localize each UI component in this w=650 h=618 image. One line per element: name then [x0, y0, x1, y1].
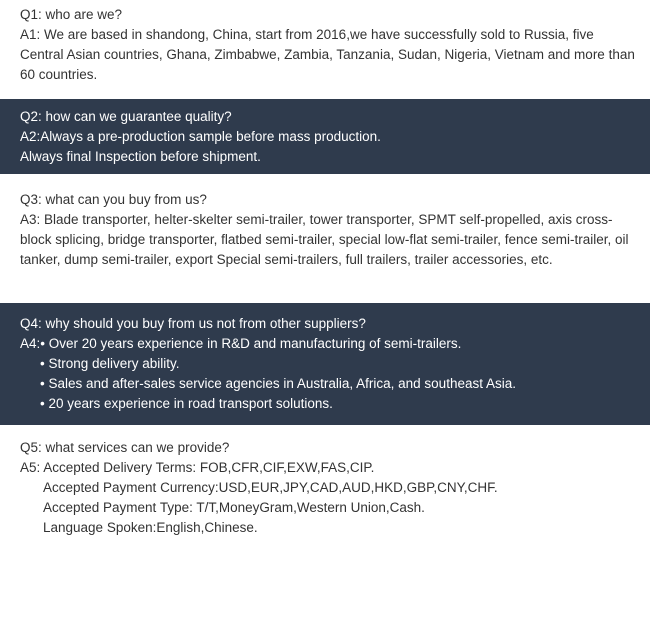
faq-answer-5-line-4: Language Spoken:English,Chinese. [43, 520, 258, 535]
faq-question-5: Q5: what services can we provide? [20, 440, 230, 455]
faq-answer-5-line-1: A5: Accepted Delivery Terms: FOB,CFR,CIF,EXW,FAS,CIP. [20, 460, 375, 475]
faq-answer-4-point-4: • 20 years experience in road transport solutions. [40, 396, 333, 411]
faq-answer-2-line-1: A2:Always a pre-production sample before mass production. [20, 129, 381, 144]
faq-answer-4-point-1 [20, 334, 640, 354]
faq-answer-4-point-2: • Strong delivery ability. [40, 356, 180, 371]
faq-section-3 [0, 174, 650, 303]
faq-section-4 [0, 303, 650, 425]
faq-question-2: Q2: how can we guarantee quality? [20, 109, 232, 124]
faq-answer-2-line-2: Always final Inspection before shipment. [20, 149, 261, 164]
faq-answer-4-point-1-text: • Over 20 years experience in R&D and manufacturing of semi-trailers. [40, 336, 462, 351]
faq-question-3: Q3: what can you buy from us? [20, 192, 207, 207]
faq-answer-5-line-3: Accepted Payment Type: T/T,MoneyGram,Western Union,Cash. [43, 500, 425, 515]
faq-answer-4-point-3: • Sales and after-sales service agencies in Australia, Africa, and southeast Asia. [40, 376, 516, 391]
faq-answer-3: A3: Blade transporter, helter-skelter semi-trailer, tower transporter, SPMT self-propelled, axis cross-block splicing, bridge transporter, flatbed semi-trailer, special low-flat semi-trailer, fence semi-trailer, oil tanker, dump semi-trailer, export Special semi-trailers, full trailers, trailer accessories, etc. [20, 212, 629, 267]
faq-answer-4-prefix: A4: [20, 336, 41, 351]
faq-answer-5-line-2: Accepted Payment Currency:USD,EUR,JPY,CAD,AUD,HKD,GBP,CNY,CHF. [43, 480, 498, 495]
faq-question-1: Q1: who are we? [20, 7, 123, 22]
faq-section-2 [0, 99, 650, 174]
faq-question-4: Q4: why should you buy from us not from other suppliers? [20, 316, 366, 331]
faq-answer-1: A1: We are based in shandong, China, start from 2016,we have successfully sold to Russia, five Central Asian countries, Ghana, Zimbabwe, Zambia, Tanzania, Sudan, Nigeria, Vietnam and more than 60 countries. [20, 27, 635, 82]
faq-section-5 [0, 425, 650, 618]
faq-section-1 [0, 3, 650, 97]
